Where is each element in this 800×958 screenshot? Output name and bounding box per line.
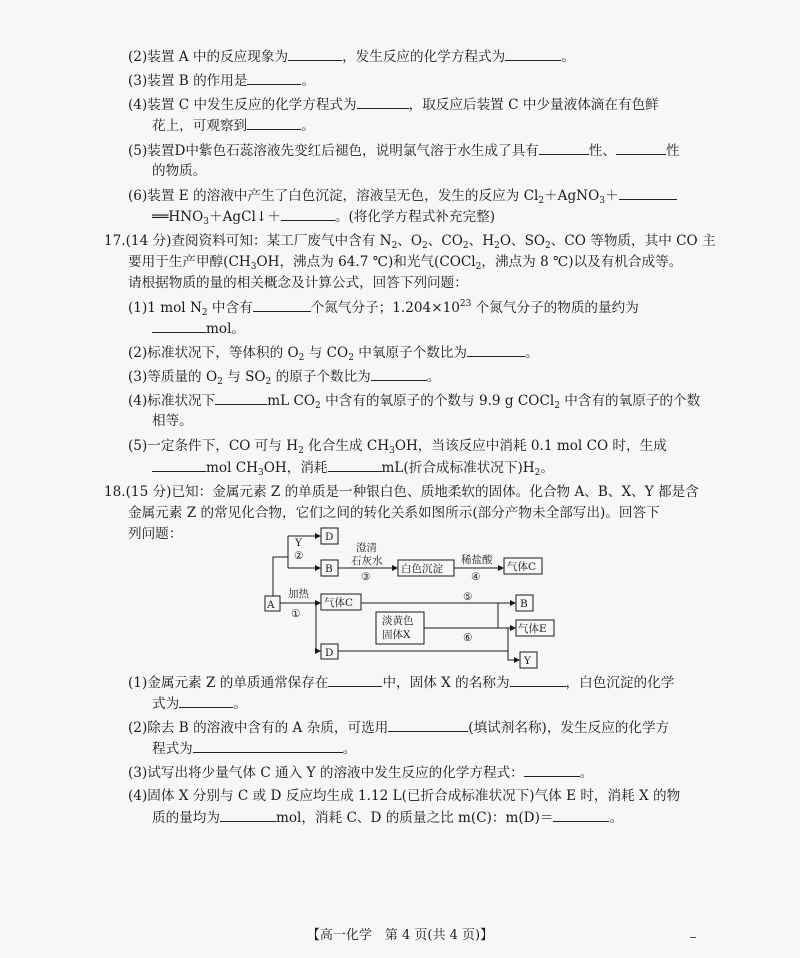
label-step4: ④: [471, 571, 481, 583]
label-gasE: 气体E: [518, 623, 547, 635]
q17-part2: (2)标准状况下，等体积的 $O_2$ 与 $CO_2$ 中氧原子个数比为 。: [128, 345, 539, 363]
label-step3: ③: [361, 571, 371, 583]
label-limewater-1: 澄清: [356, 542, 377, 554]
q17-part5: (5)一定条件下，CO 可与 $H_2$ 化合生成 $CH_3OH$，当该反应中消耗 0.1 mol CO 时，生成: [128, 438, 667, 456]
q17-part1: (1)1 mol $N_2$ 中含有 个氮气分子；$1.204\times 10^{23}$ 个氮气分子的物质的量约为: [128, 299, 639, 318]
q18-heading-line3: 列问题：: [128, 526, 183, 542]
label-heat: 加热: [288, 588, 309, 600]
page-footer: 【高一化学 第 4 页(共 4 页)】: [306, 928, 494, 943]
label-A: A: [267, 599, 275, 611]
label-gasC: 气体C: [324, 597, 354, 609]
label-D-bottom: D: [325, 647, 334, 659]
label-B-right: B: [520, 598, 528, 610]
q17-heading-line2: 要用于生产甲醇($CH_3OH$，沸点为 64.7 ℃)和光气(COCl$_2$，沸点为 8 ℃)以及有机合成等。: [128, 254, 683, 272]
q18-part4-cont: 质的量均为 mol，消耗 C、D 的质量之比 m(C)：m(D)＝ 。: [152, 810, 624, 826]
q16-part6-cont: $══HNO_3+AgCl↓+$ 。(将化学方程式补充完整): [152, 209, 495, 227]
corner-mark: [690, 937, 696, 938]
label-step5: ⑤: [463, 591, 473, 603]
label-gasC-top: 气体C: [507, 561, 537, 573]
q18-part3: (3)试写出将少量气体 C 通入 Y 的溶液中发生反应的化学方程式： 。: [128, 765, 594, 781]
label-solid-X-2: 固体X: [382, 629, 411, 641]
label-hcl: 稀盐酸: [461, 554, 493, 566]
label-solid-X-1: 淡黄色: [382, 615, 414, 627]
label-Y: Y: [295, 537, 302, 549]
q18-part2: (2)除去 B 的溶液中含有的 A 杂质，可选用 (填试剂名称)，发生反应的化学方: [128, 720, 670, 736]
q17-part3: (3)等质量的 $O_2$ 与 $SO_2$ 的原子个数比为 。: [128, 369, 441, 387]
label-step6: ⑥: [463, 632, 473, 644]
label-B-top: B: [325, 563, 333, 575]
q17-heading-line3: 请根据物质的量的相关概念及计算公式，回答下列问题：: [128, 275, 468, 291]
q16-part5-cont: 的物质。: [152, 163, 207, 179]
label-white-ppt: 白色沉淀: [401, 563, 443, 575]
q16-part6: (6)装置 E 的溶液中产生了白色沉淀，溶液呈无色，发生的反应为 $Cl_2+AgNO_3+$: [128, 186, 677, 205]
q16-part4: (4)装置 C 中发生反应的化学方程式为 ，取反应后装置 C 中少量液体滴在有色鲜: [128, 97, 659, 113]
q16-part2: (2)装置 A 中的反应现象为 ，发生反应的化学方程式为 。: [128, 49, 575, 65]
q18-part1: (1)金属元素 Z 的单质通常保存在 中，固体 X 的名称为 ，白色沉淀的化学: [128, 675, 675, 691]
q18-heading-line1: 18.(15 分)已知：金属元素 Z 的单质是一种银白色、质地柔软的固体。化合物 A、B、X、Y 都是含: [104, 484, 699, 500]
conversion-diagram: [258, 520, 558, 670]
q18-part1-cont: 式为 。: [152, 696, 247, 712]
q18-part2-cont: 程式为 。: [152, 741, 357, 757]
q18-part4: (4)固体 X 分别与 C 或 D 反应均生成 1.12 L(已折合成标准状况下)气体 E 时，消耗 X 的物: [128, 788, 681, 804]
q16-part4-cont: 花上，可观察到 。: [152, 118, 315, 134]
q17-part5-cont: mol $CH_3OH$，消耗 mL(折合成标准状况下)$H_2$。: [152, 458, 554, 477]
label-Y-right: Y: [524, 655, 531, 667]
label-limewater-2: 石灰水: [351, 555, 383, 567]
q17-part1-cont: mol。: [152, 319, 245, 338]
label-D-top: D: [325, 531, 334, 543]
q16-part3: (3)装置 B 的作用是 。: [128, 73, 316, 89]
q18-heading-line2: 金属元素 Z 的常见化合物，它们之间的转化关系如图所示(部分产物未全部写出)。回答下: [128, 505, 660, 521]
label-step1: ①: [291, 608, 301, 620]
q17-part4: (4)标准状况下 mL $CO_2$ 中含有的氧原子的个数与 9.9 g COCl$_2$ 中含有的氧原子的个数: [128, 393, 701, 411]
q17-heading-line1: 17.(14 分)查阅资料可知：某工厂废气中含有 $N_2$、$O_2$、$CO_2$、$H_2O$、$SO_2$、CO 等物质，其中 CO 主: [104, 233, 716, 251]
q17-part4-cont: 相等。: [152, 413, 193, 429]
q16-part5: (5)装置D中紫色石蕊溶液先变红后褪色，说明氯气溶于水生成了具有 性、 性: [128, 143, 680, 159]
label-step2: ②: [294, 550, 304, 562]
